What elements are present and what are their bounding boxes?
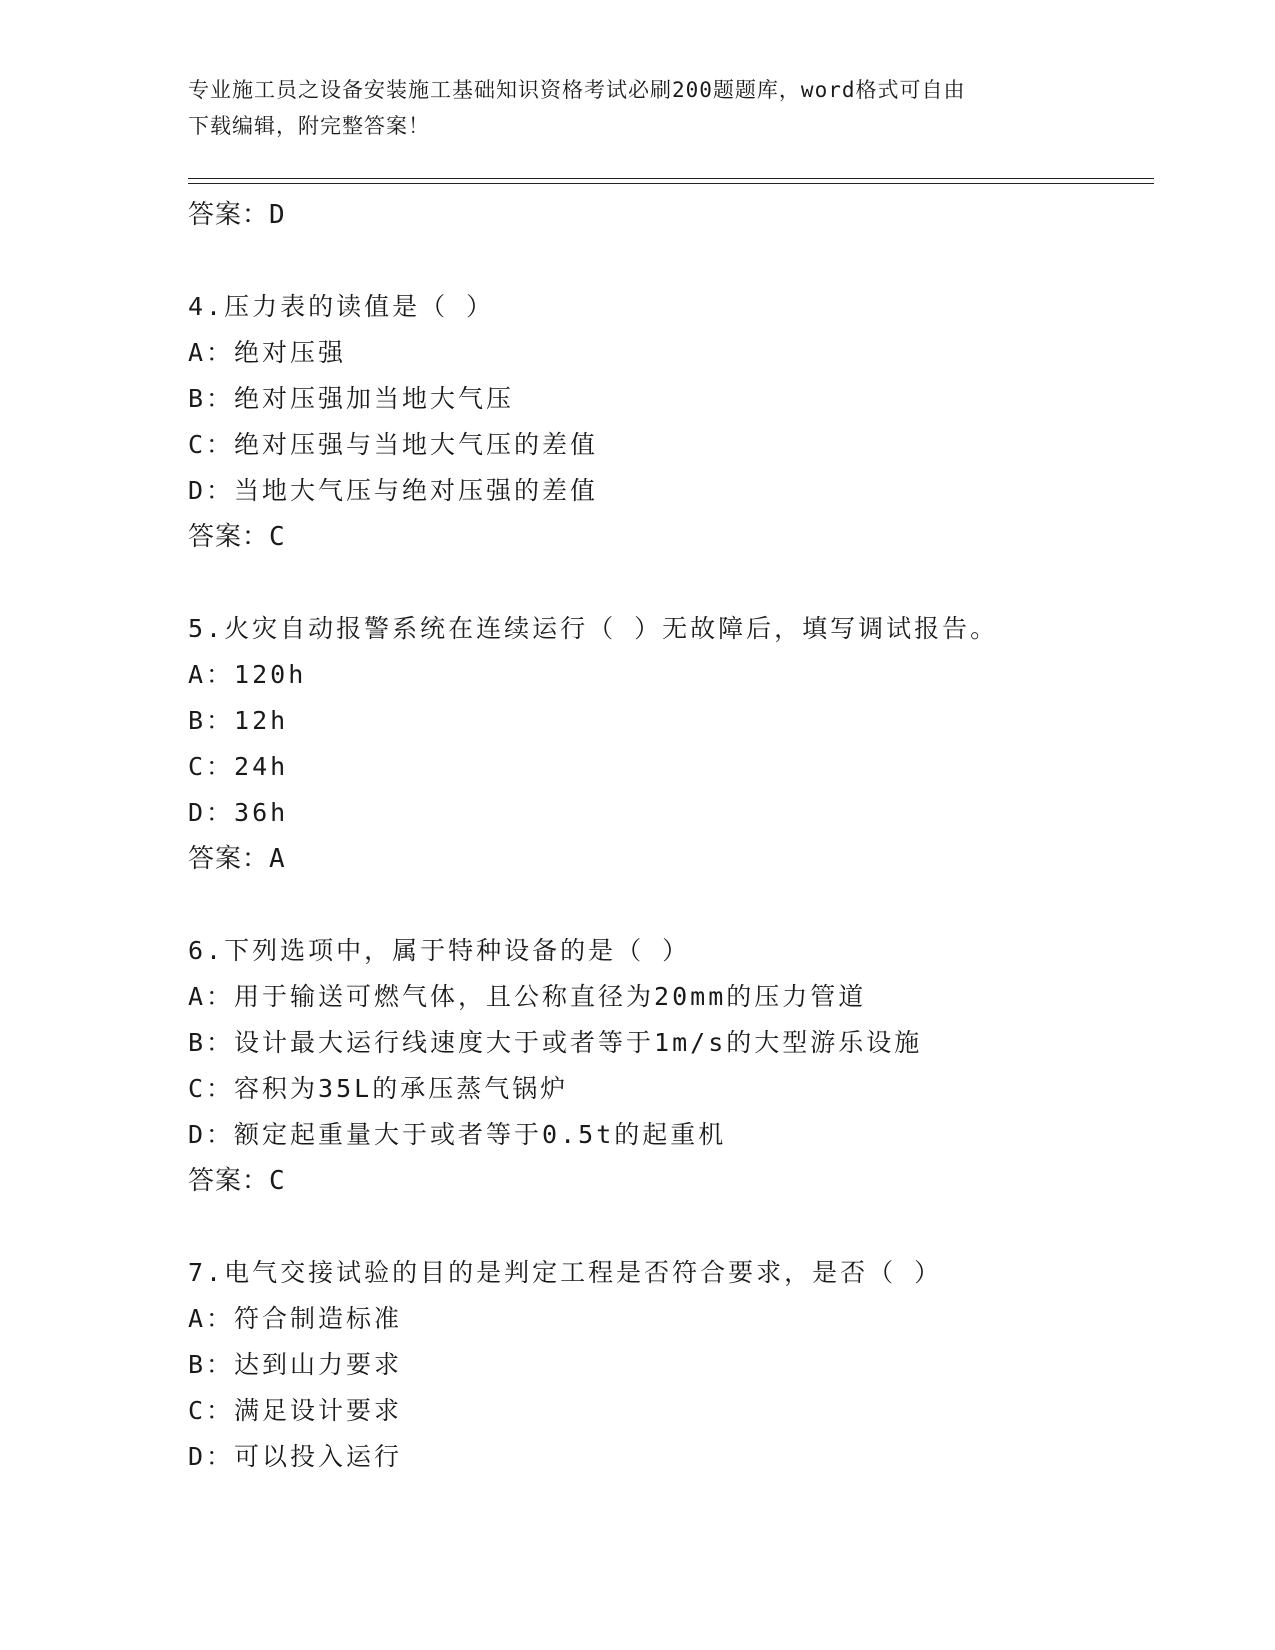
question-stem: 6.下列选项中，属于特种设备的是（ ） — [188, 936, 691, 965]
answer-line — [188, 1158, 1168, 1204]
option-d: D：36h — [188, 798, 289, 827]
option-b: B：达到山力要求 — [188, 1350, 403, 1379]
answer-label: 答案： — [188, 522, 270, 552]
option-c: C：满足设计要求 — [188, 1396, 403, 1425]
option-b: B：绝对压强加当地大气压 — [188, 384, 515, 413]
option-d: D：当地大气压与绝对压强的差值 — [188, 476, 599, 505]
option-a: A：120h — [188, 660, 307, 689]
answer-label: 答案： — [188, 1166, 270, 1196]
option-c: C：绝对压强与当地大气压的差值 — [188, 430, 599, 459]
question-stem: 5.火灾自动报警系统在连续运行（ ）无故障后，填写调试报告。 — [188, 614, 999, 643]
answer-label: 答案： — [188, 844, 270, 874]
document-header — [188, 72, 1088, 144]
answer-label: 答案： — [188, 200, 270, 230]
answer-line-prev — [188, 192, 1168, 238]
option-c: C：24h — [188, 752, 289, 781]
question-4 — [188, 284, 1168, 560]
option-d: D：可以投入运行 — [188, 1442, 403, 1471]
question-6 — [188, 928, 1168, 1204]
spacer — [188, 560, 1168, 606]
option-c: C：容积为35L的承压蒸气锅炉 — [188, 1074, 569, 1103]
question-5 — [188, 606, 1168, 882]
spacer — [188, 1204, 1168, 1250]
answer-value: D — [269, 200, 286, 230]
option-b: B：设计最大运行线速度大于或者等于1m/s的大型游乐设施 — [188, 1028, 923, 1057]
answer-value: C — [269, 1166, 286, 1196]
document-body — [188, 192, 1168, 1480]
header-title-line-1: 专业施工员之设备安装施工基础知识资格考试必刷200题题库，word格式可自由 — [188, 78, 966, 102]
option-a: A：用于输送可燃气体，且公称直径为20mm的压力管道 — [188, 982, 867, 1011]
header-divider-bottom — [188, 183, 1154, 184]
answer-line — [188, 514, 1168, 560]
answer-value: A — [269, 844, 286, 874]
header-divider-top — [188, 178, 1154, 179]
answer-value: C — [269, 522, 286, 552]
spacer — [188, 882, 1168, 928]
question-7 — [188, 1250, 1168, 1480]
option-b: B：12h — [188, 706, 289, 735]
answer-line — [188, 836, 1168, 882]
header-title-line-2: 下载编辑，附完整答案！ — [188, 114, 430, 138]
option-a: A：符合制造标准 — [188, 1304, 403, 1333]
question-stem: 7.电气交接试验的目的是判定工程是否符合要求，是否（ ） — [188, 1258, 943, 1287]
spacer — [188, 238, 1168, 284]
option-d: D：额定起重量大于或者等于0.5t的起重机 — [188, 1120, 727, 1149]
option-a: A：绝对压强 — [188, 338, 347, 367]
question-stem: 4.压力表的读值是（ ） — [188, 292, 495, 321]
